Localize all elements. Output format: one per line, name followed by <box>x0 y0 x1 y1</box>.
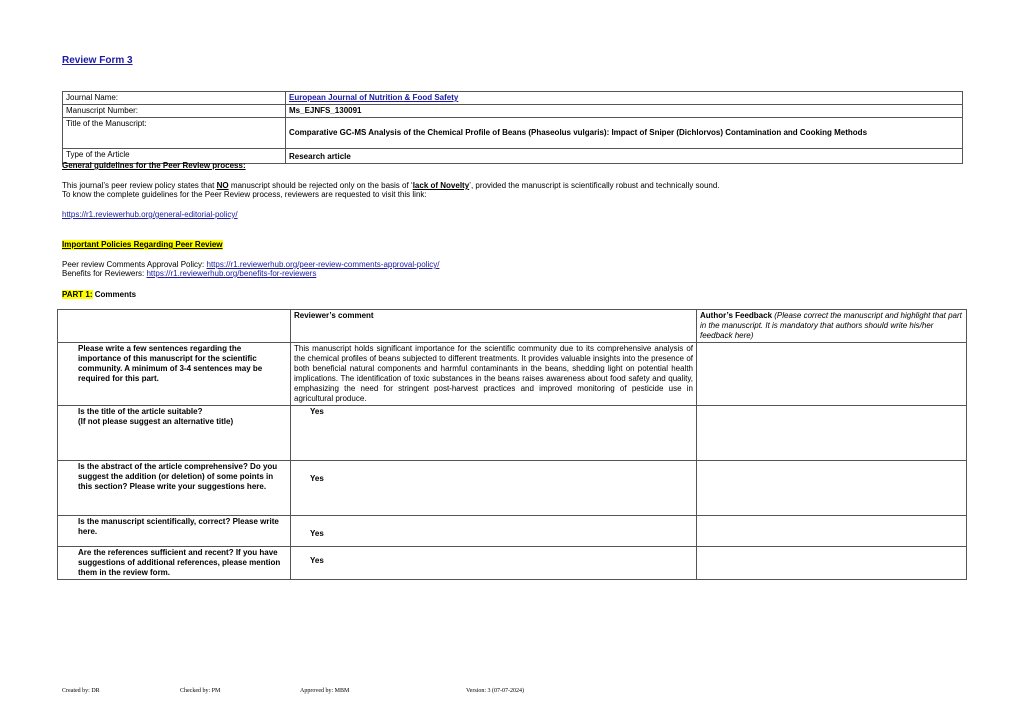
table-row <box>63 92 963 105</box>
editorial-policy-link[interactable]: https://r1.reviewerhub.org/general-editorial-policy/ <box>62 210 238 219</box>
manuscript-title-label: Title of the Manuscript: <box>63 118 286 149</box>
reviewer-comment-cell[interactable]: This manuscript holds significant importance for the scientific community due to its comprehensive analysis of the chemical profiles of beans subjected to different treatments. It provides valuable insights into the presence of both beneficial natural components and harmful contaminants in the beans, shedding light on potential health implications. The identification of toxic substances in the beans raises awareness about food safety and quality, emphasizing the need for stringent post-harvest practices and improved monitoring of pesticide use in agricultural produce. <box>291 343 697 406</box>
footer-approved: Approved by: MBM <box>300 688 350 694</box>
guidelines-instruction: To know the complete guidelines for the Peer Review process, reviewers are requested to visit this link: <box>62 190 427 199</box>
approval-policy-label: Peer review Comments Approval Policy: <box>62 260 207 269</box>
manuscript-info-table <box>62 91 963 164</box>
table-header-row <box>58 310 967 343</box>
table-row <box>58 516 967 547</box>
table-row <box>58 406 967 461</box>
benefits-line <box>62 269 316 279</box>
author-feedback-cell[interactable] <box>697 461 967 516</box>
reviewer-comment-cell[interactable] <box>291 516 697 547</box>
benefits-link[interactable]: https://r1.reviewerhub.org/benefits-for-reviewers <box>146 269 317 278</box>
part1-label: PART 1: <box>62 290 93 299</box>
reviewer-answer: Yes <box>310 529 324 538</box>
policy-text-part: This journal’s peer review policy states that <box>62 181 217 190</box>
table-row <box>63 105 963 118</box>
policy-no-emphasis: NO <box>216 181 229 190</box>
author-feedback-cell[interactable] <box>697 516 967 547</box>
manuscript-number-label: Manuscript Number: <box>63 105 286 118</box>
table-row <box>58 343 967 406</box>
reviewer-comment-cell[interactable] <box>291 547 697 580</box>
manuscript-number-value: Ms_EJNFS_130091 <box>286 105 963 118</box>
author-feedback-header <box>697 310 967 343</box>
footer-checked: Checked by: PM <box>180 688 221 694</box>
guidelines-heading: General guidelines for the Peer Review process: <box>62 161 246 170</box>
author-feedback-cell[interactable] <box>697 406 967 461</box>
question-cell: Please write a few sentences regarding the importance of this manuscript for the scientific community. A minimum of 3-4 sentences may be required for this part. <box>58 343 291 406</box>
footer-created: Created by: DR <box>62 688 100 694</box>
question-cell <box>58 406 291 461</box>
manuscript-title-value: Comparative GC-MS Analysis of the Chemical Profile of Beans (Phaseolus vulgaris): Impact of Sniper (Dichlorvos) Contamination and Cooking Methods <box>286 118 963 149</box>
article-type-label: Type of the Article <box>63 149 286 164</box>
reviewer-answer: Yes <box>310 474 324 483</box>
policy-text-part: manuscript should be rejected only on the basis of ‘ <box>228 181 413 190</box>
reviewer-answer: Yes <box>310 556 324 565</box>
question-text: Is the title of the article suitable? (If not please suggest an alternative title) <box>78 407 234 426</box>
author-feedback-cell[interactable] <box>697 343 967 406</box>
table-row <box>63 118 963 149</box>
part1-heading <box>62 290 136 300</box>
reviewer-answer: Yes <box>310 407 324 416</box>
question-cell: Is the abstract of the article comprehensive? Do you suggest the addition (or deletion) of some points in this section? Please write your suggestions here. <box>58 461 291 516</box>
question-header <box>58 310 291 343</box>
author-feedback-instruction: (Please correct the manuscript and highlight that part in the manuscript. It is mandatory that authors should write his/her feedback here) <box>700 311 962 340</box>
approval-policy-link[interactable]: https://r1.reviewerhub.org/peer-review-comments-approval-policy/ <box>206 260 440 269</box>
policy-novelty-emphasis: lack of Novelty <box>412 181 470 190</box>
benefits-label: Benefits for Reviewers: <box>62 269 147 278</box>
author-feedback-cell[interactable] <box>697 547 967 580</box>
reviewer-comment-cell[interactable] <box>291 461 697 516</box>
journal-name-link[interactable]: European Journal of Nutrition & Food Safety <box>289 93 459 102</box>
journal-name-label: Journal Name: <box>63 92 286 105</box>
policy-text-part: ’, provided the manuscript is scientifically robust and technically sound. <box>469 181 720 190</box>
table-row <box>58 547 967 580</box>
reviewer-comment-cell[interactable] <box>291 406 697 461</box>
part1-title: Comments <box>92 290 137 299</box>
question-cell: Is the manuscript scientifically, correct? Please write here. <box>58 516 291 547</box>
article-type-value: Research article <box>286 149 963 164</box>
policies-heading: Important Policies Regarding Peer Review <box>62 240 223 249</box>
comments-table <box>57 309 967 580</box>
form-title: Review Form 3 <box>62 55 133 66</box>
author-feedback-title: Author’s Feedback <box>700 311 773 320</box>
question-cell: Are the references sufficient and recent? If you have suggestions of additional references, please mention them in the review form. <box>58 547 291 580</box>
reviewer-comment-header: Reviewer’s comment <box>291 310 697 343</box>
table-row <box>58 461 967 516</box>
footer-version: Version: 3 (07-07-2024) <box>466 688 524 694</box>
